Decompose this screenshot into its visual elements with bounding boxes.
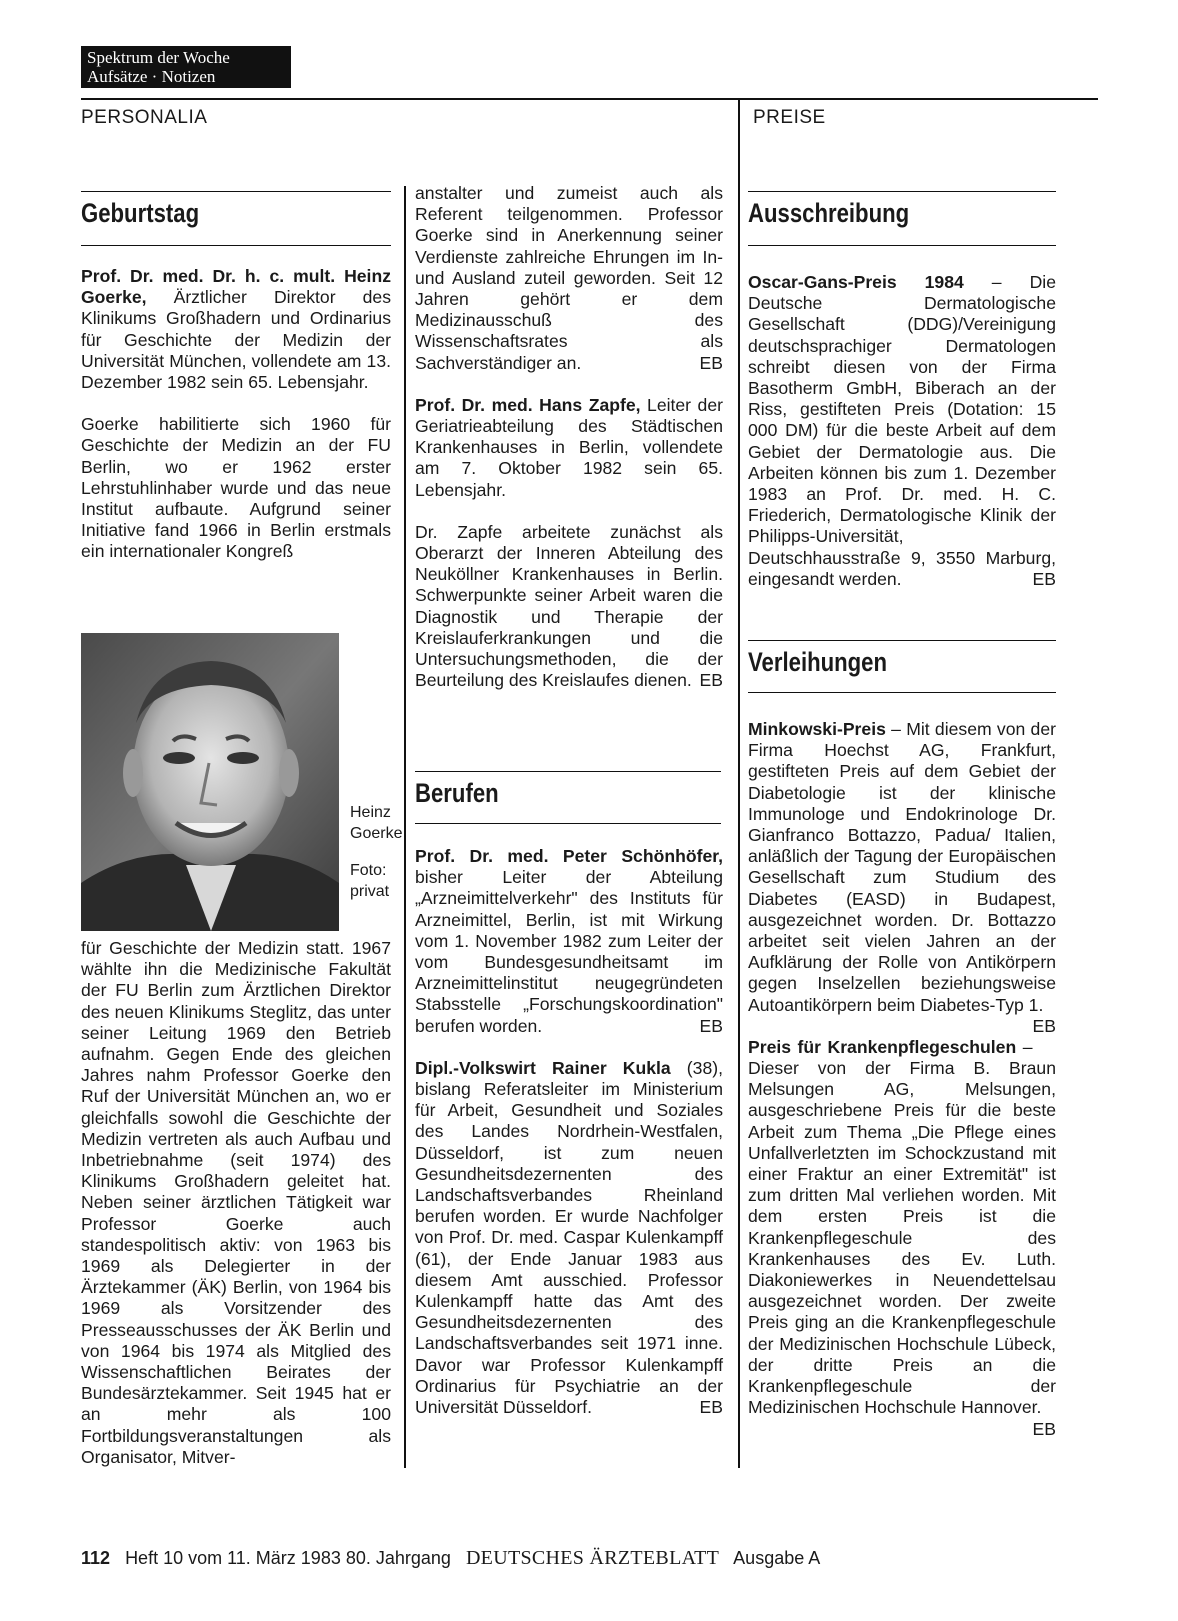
paragraph: Minkowski-Preis – Mit diesem von der Firma Hoechst AG, Frankfurt, gestifteten Preis auf dem Gebiet der Diabetologie ist der klinische Immunologe und Endokrinologe Dr. Gianfranco Bottazzo, Padua/ Italien, anläßlich der Tagung der Europäischen Gesellschaft zum Studium des Diabetes (EASD) in Budapest, ausgezeichnet worden. Dr. Bottazzo arbeitet seit vielen Jahren an der Aufklärung der Rolle von Antikörpern gegen Inselzellen beziehungsweise Autoantikörpern beim Diabetes-Typ 1. EB xyxy=(748,719,1056,1036)
middle-text-top xyxy=(415,183,723,712)
issue-info: Heft 10 vom 11. März 1983 80. Jahrgang xyxy=(125,1548,451,1568)
paragraph: Prof. Dr. med. Hans Zapfe, Leiter der Geriatrieabteilung des Städtischen Krankenhauses in Berlin, vollendete am 7. Oktober 1982 sein 65. Lebensjahr. xyxy=(415,394,723,500)
rule xyxy=(748,640,1056,641)
column-rule-right xyxy=(738,98,740,1468)
page-number: 112 xyxy=(81,1548,111,1568)
heading-geburtstag: Geburtstag xyxy=(81,198,200,228)
paragraph: Prof. Dr. med. Peter Schönhöfer, bisher Leiter der Abteilung „Arzneimittelverkehr" des Instituts für Arzneimittel, Berlin, ist mit Wirkung vom 1. November 1982 zum Leiter der vom Bundesgesundheitsamt im Arzneimittelinstitut neugegründeten Stabsstelle „Forschungskoordination" berufen worden. EB xyxy=(415,846,723,1036)
author-initials: EB xyxy=(699,670,723,691)
heading-ausschreibung: Ausschreibung xyxy=(748,198,910,228)
portrait-photo xyxy=(81,633,339,931)
author-initials: EB xyxy=(1032,1418,1056,1439)
paragraph: Dipl.-Volkswirt Rainer Kukla (38), bislang Referatsleiter im Ministerium für Arbeit, Gesundheit und Soziales des Landes Nordrhein-Westfalen, Düsseldorf, ist zum neuen Gesundheitsdezernenten des Landschaftsverbandes Rheinland berufen worden. Er wurde Nachfolger von Prof. Dr. med. Caspar Kulenkampff (61), der Ende Januar 1983 aus diesem Amt ausschied. Professor Kulenkampff hatte das Amt des Gesundheitsdezernenten des Landschaftsverbandes seit 1971 inne. Davor war Professor Kulenkampff Ordinarius für Psychiatrie an der Universität Düsseldorf. EB xyxy=(415,1057,723,1418)
person-name: Prof. Dr. med. Hans Zapfe, xyxy=(415,394,641,415)
person-name: Prof. Dr. med. Peter Schönhöfer, xyxy=(415,846,723,866)
paragraph: für Geschichte der Medizin statt. 1967 wählte ihn die Medizinische Fakultät der FU Berlin zum Ärztlichen Direktor des neuen Klinikums Steglitz, das unter seiner Leitung 1969 den Betrieb aufnahm. Gegen Ende des gleichen Jahres nahm Professor Goerke den Ruf der Universität München an, wo er gleichfalls sowohl die Geschichte der Medizin vertreten als auch Aufbau und Inbetriebnahme (seit 1974) des Klinikums Großhadern geleitet hat. Neben seiner ärztlichen Tätigkeit war Professor Goerke auch standespolitisch aktiv: von 1963 bis 1969 als Delegierter in der Ärztekammer (ÄK) Berlin, von 1964 bis 1969 als Vorsitzender des Presseausschusses der ÄK Berlin und von 1964 bis 1974 als Mitglied des Wissenschaftlichen Beirates der Bundesärztekammer. Seit 1945 hat er an mehr als 100 Fortbildungsveranstaltungen als Organisator, Mitver- xyxy=(81,938,391,1467)
section-title-line1: Spektrum der Woche xyxy=(87,48,230,67)
journal-title: DEUTSCHES ÄRZTEBLATT xyxy=(465,1547,720,1569)
author-initials: EB xyxy=(1032,568,1056,589)
author-initials: EB xyxy=(1032,1015,1056,1036)
prize-name: Preis für Krankenpflegeschulen xyxy=(748,1036,1017,1057)
heading-berufen: Berufen xyxy=(415,778,499,808)
paragraph: Preis für Krankenpflegeschulen – Dieser von der Firma B. Braun Melsungen AG, Melsungen, ausgeschriebene Preis für die beste Arbeit zum Thema „Die Pflege eines Unfallverletzten im Schockzustand mit einer Fraktur an einer Extremität" ist zum dritten Mal verliehen worden. Mit dem ersten Preis ist die Krankenpflegeschule des Krankenhauses des Ev. Luth. Diakoniewerkes in Neuendettelsau ausgezeichnet worden. Der zweite Preis ging an die Krankenpflegeschule der Medizinischen Hochschule Lübeck, der dritte Preis an die Krankenpflegeschule der Medizinischen Hochschule Hannover. EB xyxy=(748,1036,1056,1439)
caption-credit: Foto: privat xyxy=(350,862,390,900)
author-initials: EB xyxy=(699,1397,723,1418)
geburtstag-text-top xyxy=(81,266,391,584)
paragraph: Dr. Zapfe arbeitete zunächst als Oberarzt der Inneren Abteilung des Neuköllner Krankenhauses in Berlin. Schwerpunkte seiner Arbeit waren die Diagnostik und Therapie der Kreislauferkrankungen und die Untersuchungsmethoden, die der Beurteilung des Kreislaufes dienen. EB xyxy=(415,521,723,691)
rule xyxy=(81,245,391,246)
paragraph: Goerke habilitierte sich 1960 für Geschichte der Medizin an der FU Berlin, wo er 1962 erster Lehrstuhlinhaber wurde und das neue Institut aufbaute. Aufgrund seiner Initiative fand 1966 in Berlin erstmals ein internationaler Kongreß xyxy=(81,414,391,562)
edition: Ausgabe A xyxy=(733,1548,821,1568)
section-label-box xyxy=(81,46,291,88)
ausschreibung-text xyxy=(748,272,1056,611)
rule xyxy=(748,191,1056,192)
photo-caption xyxy=(350,802,405,902)
verleihungen-text xyxy=(748,719,1056,1440)
caption-name: Heinz Goerke xyxy=(350,804,403,842)
person-name: Prof. Dr. med. Dr. h. c. mult. Heinz Goerke, xyxy=(81,266,391,308)
rule xyxy=(415,771,721,772)
section-title-line2: Aufsätze · Notizen xyxy=(87,67,216,86)
prize-name: Minkowski-Preis xyxy=(748,719,886,739)
page-footer xyxy=(81,1547,820,1570)
rule xyxy=(81,191,391,192)
author-initials: EB xyxy=(699,352,723,373)
person-name: Dipl.-Volkswirt Rainer Kukla xyxy=(415,1057,671,1078)
rule xyxy=(748,692,1056,693)
personalia-label: PERSONALIA xyxy=(81,107,208,128)
berufen-text xyxy=(415,846,723,1439)
paragraph: Oscar-Gans-Preis 1984 – Die Deutsche Dermatologische Gesellschaft (DDG)/Vereinigung deutschsprachiger Dermatologen schreibt diesen von der Firma Basotherm GmbH, Biberach an der Riss, gestifteten Preis (Dotation: 15 000 DM) für die beste Arbeit auf dem Gebiet der Dermatologie aus. Die Arbeiten können bis zum 1. Dezember 1983 an Prof. Dr. med. H. C. Friederich, Dermatologische Klinik der Philipps-Universität, Deutschhausstraße 9, 3550 Marburg, eingesandt werden. EB xyxy=(748,272,1056,589)
rule xyxy=(415,823,721,824)
author-initials: EB xyxy=(699,1015,723,1036)
paragraph: anstalter und zumeist auch als Referent teilgenommen. Professor Goerke sind in Anerkennung seiner Verdienste zahlreiche Ehrungen im In- und Ausland zuteil geworden. Seit 12 Jahren gehört er dem Medizinausschuß des Wissenschaftsrates als Sachverständiger an. EB xyxy=(415,183,723,373)
header-rule xyxy=(81,98,1098,100)
portrait-photo-image xyxy=(81,633,339,931)
geburtstag-text-bottom xyxy=(81,938,391,1489)
paragraph: Prof. Dr. med. Dr. h. c. mult. Heinz Goerke, Ärztlicher Direktor des Klinikums Großhadern und Ordinarius für Geschichte der Medizin der Universität München, vollendete am 13. Dezember 1982 sein 65. Lebensjahr. xyxy=(81,266,391,393)
prize-name: Oscar-Gans-Preis 1984 xyxy=(748,272,964,292)
rule xyxy=(748,245,1056,246)
preise-label: PREISE xyxy=(753,107,826,128)
heading-verleihungen: Verleihungen xyxy=(748,647,888,677)
